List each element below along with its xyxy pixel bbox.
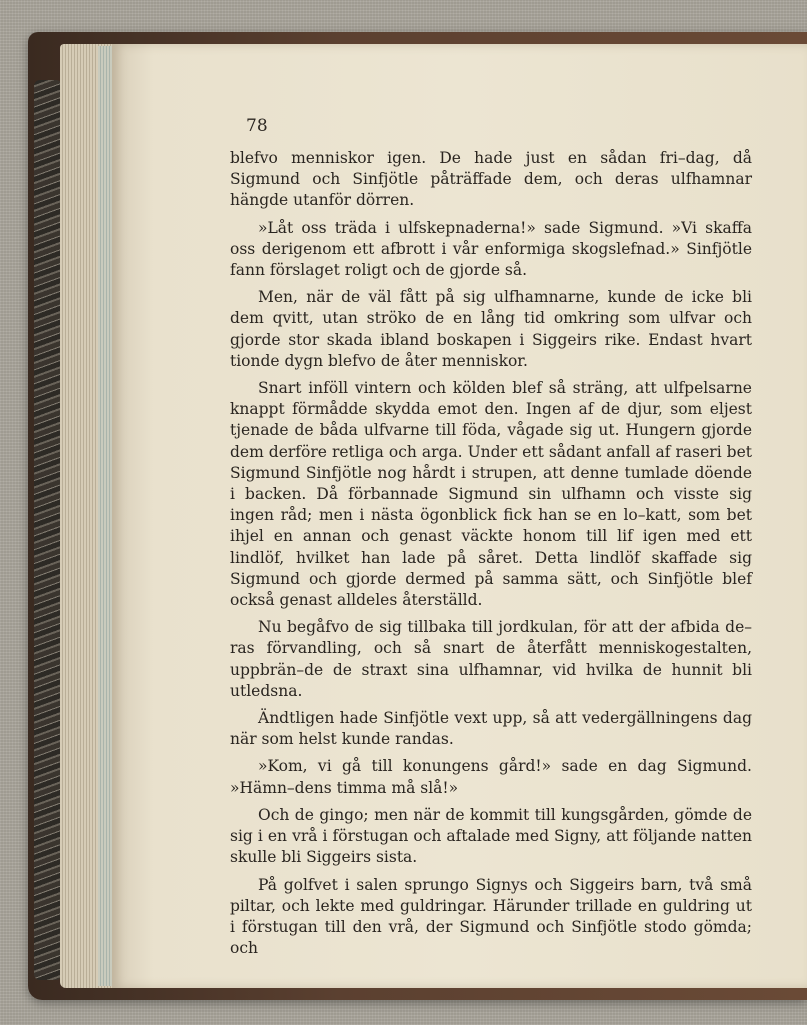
paragraph-7: »Kom, vi gå till konungens gård!» sade en dag Sigmund. »Hämn–dens timma må slå!» bbox=[230, 757, 752, 797]
paragraph-2: »Låt oss träda i ulfskepnaderna!» sade Sigmund. »Vi skaffa oss derigenom ett afbrott i vår enformiga skogslefnad.» Sinfjötle fann förslaget roligt och de gjorde så. bbox=[230, 218, 752, 280]
paragraph-8: Och de gingo; men när de kommit till kungsgården, gömde de sig i en vrå i förstugan och aftalade med Signy, att följande natten skulle bli Siggeirs sista. bbox=[230, 805, 752, 867]
page-number: 78 bbox=[246, 116, 268, 136]
paragraph-3: Men, när de väl fått på sig ulfhamnarne, kunde de icke bli dem qvitt, utan ströko de en lång tid omkring som ulfvar och gjorde stor skada ibland boskapen i Siggeirs rike. Endast hvart tionde dygn blefvo de åter menniskor. bbox=[230, 288, 752, 370]
paragraph-6: Ändtligen hade Sinfjötle vext upp, så att vedergällningens dag när som helst kunde randas. bbox=[230, 709, 752, 749]
marbled-spine bbox=[34, 80, 62, 980]
paragraph-1: blefvo menniskor igen. De hade just en sådan fri–dag, då Sigmund och Sinfjötle påträffade dem, och deras ulfhamnar hängde utanför dörren. bbox=[230, 149, 752, 210]
page-edge-tint bbox=[98, 46, 112, 986]
page-text bbox=[230, 148, 752, 965]
paragraph-4: Snart inföll vintern och kölden blef så sträng, att ulfpelsarne knappt förmådde skydda emot den. Ingen af de djur, som eljest tjenade de båda ulfvarne till föda, vågade sig ut. Hungern gjorde dem derföre retliga och arga. Under ett sådant anfall af raseri bet Sigmund Sinfjötle nog hårdt i strupen, att denne tumlade döende i backen. Då förbannade Sigmund sin ulfhamn och visste sig ingen råd; men i nästa ögonblick fick han se en lo–katt, som bet ihjel en annan och genast väckte honom till lif igen med ett lindlöf, hvilket han lade på såret. Detta lindlöf skaffade sig Sigmund och gjorde dermed på samma sätt, och Sinfjötle blef också genast alldeles återställd. bbox=[230, 379, 752, 610]
paragraph-9: På golfvet i salen sprungo Signys och Siggeirs barn, två små piltar, och lekte med guldringar. Härunder trillade en guldring ut i förstugan till den vrå, der Sigmund och Sinfjötle stodo gömda; och bbox=[230, 875, 752, 958]
paragraph-5: Nu begåfvo de sig tillbaka till jordkulan, för att der afbida de–ras förvandling, och så snart de återfått menniskogestalten, uppbrän–de de straxt sina ulfhamnar, vid hvilka de hunnit bli utledsna. bbox=[230, 618, 752, 700]
